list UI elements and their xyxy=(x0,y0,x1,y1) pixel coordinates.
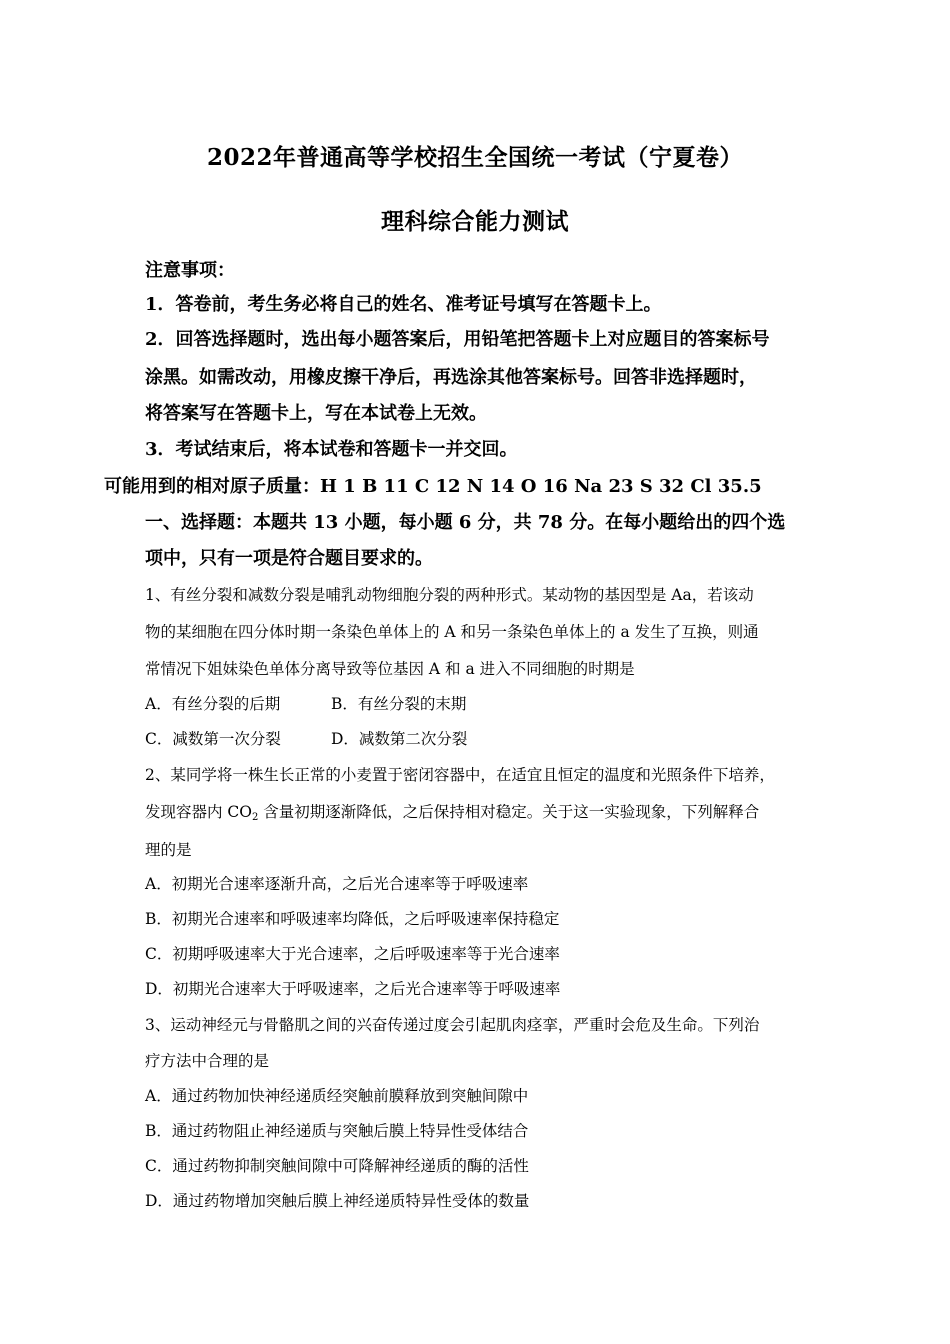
q1-option-b: B．有丝分裂的末期 xyxy=(331,695,467,713)
section-heading-line-2: 项中，只有一项是符合题目要求的。 xyxy=(145,548,433,569)
notice-item-2-line-3: 将答案写在答题卡上，写在本试卷上无效。 xyxy=(145,403,487,424)
notice-item-2-line-1: 2．回答选择题时，选出每小题答案后，用铅笔把答题卡上对应题目的答案标号 xyxy=(145,329,770,350)
q3-stem-line-1: 3、运动神经元与骨骼肌之间的兴奋传递过度会引起肌肉痉挛，严重时会危及生命。下列治 xyxy=(145,1016,760,1034)
section-heading-line-1: 一、选择题：本题共 13 小题，每小题 6 分，共 78 分。在每小题给出的四个选 xyxy=(145,512,786,533)
q3-option-b: B．通过药物阻止神经递质与突触后膜上特异性受体结合 xyxy=(145,1122,529,1140)
q2-stem-line-2 xyxy=(145,805,759,821)
q1-stem-line-3: 常情况下姐妹染色单体分离导致等位基因 A 和 a 进入不同细胞的时期是 xyxy=(145,660,635,678)
q2-stem-line-1: 2、某同学将一株生长正常的小麦置于密闭容器中，在适宜且恒定的温度和光照条件下培养， xyxy=(145,766,775,784)
exam-subtitle: 理科综合能力测试 xyxy=(381,208,569,235)
q3-option-d: D．通过药物增加突触后膜上神经递质特异性受体的数量 xyxy=(145,1192,530,1210)
q2-stem-line-2-post: 含量初期逐渐降低，之后保持相对稳定。关于这一实验现象，下列解释合 xyxy=(258,803,760,821)
q1-option-c: C．减数第一次分裂 xyxy=(145,730,281,748)
q1-stem-line-2: 物的某细胞在四分体时期一条染色单体上的 A 和另一条染色单体上的 a 发生了互换，则通 xyxy=(145,623,759,641)
q3-option-c: C．通过药物抑制突触间隙中可降解神经递质的酶的活性 xyxy=(145,1157,529,1175)
q2-option-a: A．初期光合速率逐渐升高，之后光合速率等于呼吸速率 xyxy=(145,875,529,893)
q1-option-d: D．减数第二次分裂 xyxy=(331,730,468,748)
q3-stem-line-2: 疗方法中合理的是 xyxy=(145,1052,270,1070)
exam-title: 2022年普通高等学校招生全国统一考试（宁夏卷） xyxy=(206,144,743,171)
q1-option-a: A．有丝分裂的后期 xyxy=(145,695,281,713)
notice-item-1: 1．答卷前，考生务必将自己的姓名、准考证号填写在答题卡上。 xyxy=(145,294,662,315)
atomic-mass-line: 可能用到的相对原子质量：H 1 B 11 C 12 N 14 O 16 Na 23 S 32 Cl 35.5 xyxy=(104,476,762,497)
notice-item-3: 3．考试结束后，将本试卷和答题卡一并交回。 xyxy=(145,439,518,460)
q2-stem-line-3: 理的是 xyxy=(145,841,192,859)
notice-item-2-line-2: 涂黑。如需改动，用橡皮擦干净后，再选涂其他答案标号。回答非选择题时， xyxy=(145,367,757,388)
q3-option-a: A．通过药物加快神经递质经突触前膜释放到突触间隙中 xyxy=(145,1087,529,1105)
q2-option-d: D．初期光合速率大于呼吸速率，之后光合速率等于呼吸速率 xyxy=(145,980,561,998)
q1-stem-line-1: 1、有丝分裂和减数分裂是哺乳动物细胞分裂的两种形式。某动物的基因型是 Aa，若该动 xyxy=(145,586,754,604)
co2-subscript: 2 xyxy=(252,812,259,823)
q2-stem-line-2-pre: 发现容器内 CO xyxy=(145,803,252,821)
q2-option-c: C．初期呼吸速率大于光合速率，之后呼吸速率等于光合速率 xyxy=(145,945,560,963)
notice-heading: 注意事项： xyxy=(145,260,235,281)
q2-option-b: B．初期光合速率和呼吸速率均降低，之后呼吸速率保持稳定 xyxy=(145,910,560,928)
